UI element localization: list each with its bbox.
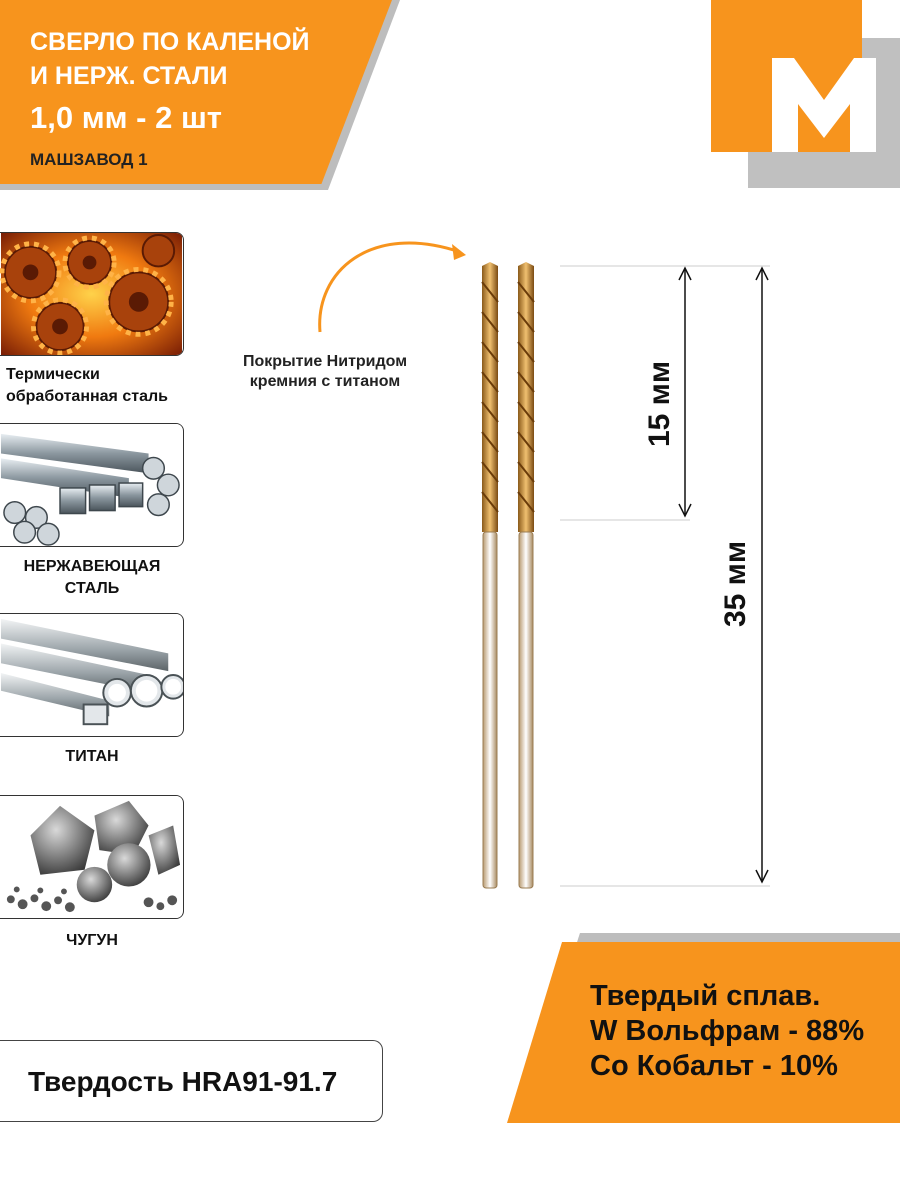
material-label-line2: обработанная сталь	[6, 388, 168, 405]
material-image-stainless-steel	[0, 423, 184, 547]
logo-m-letter-icon	[748, 38, 900, 152]
brand-name: МАШЗАВОД 1	[30, 150, 148, 169]
material-label-cast-iron	[0, 930, 184, 952]
alloy-line1: Твердый сплав.	[590, 980, 821, 1012]
steel-profiles-icon	[0, 424, 183, 546]
product-size: 1,0 мм - 2 шт	[30, 100, 222, 135]
product-title-line1: СВЕРЛО ПО КАЛЕНОЙ	[30, 28, 310, 56]
cast-iron-ingots-icon	[0, 796, 183, 918]
alloy-line2: W Вольфрам - 88%	[590, 1015, 865, 1047]
material-image-titanium	[0, 613, 184, 737]
product-title-line2: И НЕРЖ. СТАЛИ	[30, 62, 228, 90]
alloy-line3: Co Кобальт - 10%	[590, 1050, 838, 1082]
total-length-label-wrap	[696, 540, 776, 628]
flute-length-label-wrap	[620, 360, 700, 448]
material-label-line2: СТАЛЬ	[64, 580, 120, 597]
flute-length-label: 15 мм	[643, 360, 676, 448]
material-image-heat-treated-steel	[0, 232, 184, 356]
hardness-label: Твердость HRA91-91.7	[28, 1066, 338, 1097]
drill-bit-1	[482, 262, 498, 888]
material-label-line1: НЕРЖАВЕЮЩАЯ	[23, 558, 161, 575]
material-label-heat-treated-steel	[6, 364, 190, 408]
gears-icon	[0, 233, 183, 355]
coating-label	[222, 352, 428, 392]
drill-bit-2	[518, 262, 534, 888]
drill-bits-image	[470, 262, 550, 892]
material-label-stainless-steel	[0, 556, 184, 600]
material-label-line1: ЧУГУН	[66, 932, 118, 949]
brand-logo	[700, 0, 900, 190]
material-label-titanium	[0, 746, 184, 768]
coating-label-line2: кремния с титаном	[249, 373, 401, 390]
coating-arrow-icon	[310, 222, 480, 342]
coating-label-line1: Покрытие Нитридом	[242, 353, 408, 370]
material-image-cast-iron	[0, 795, 184, 919]
material-label-line1: Термически	[6, 366, 100, 383]
total-length-label: 35 мм	[719, 540, 752, 628]
titanium-pipes-icon	[0, 614, 183, 736]
material-label-line1: ТИТАН	[65, 748, 119, 765]
